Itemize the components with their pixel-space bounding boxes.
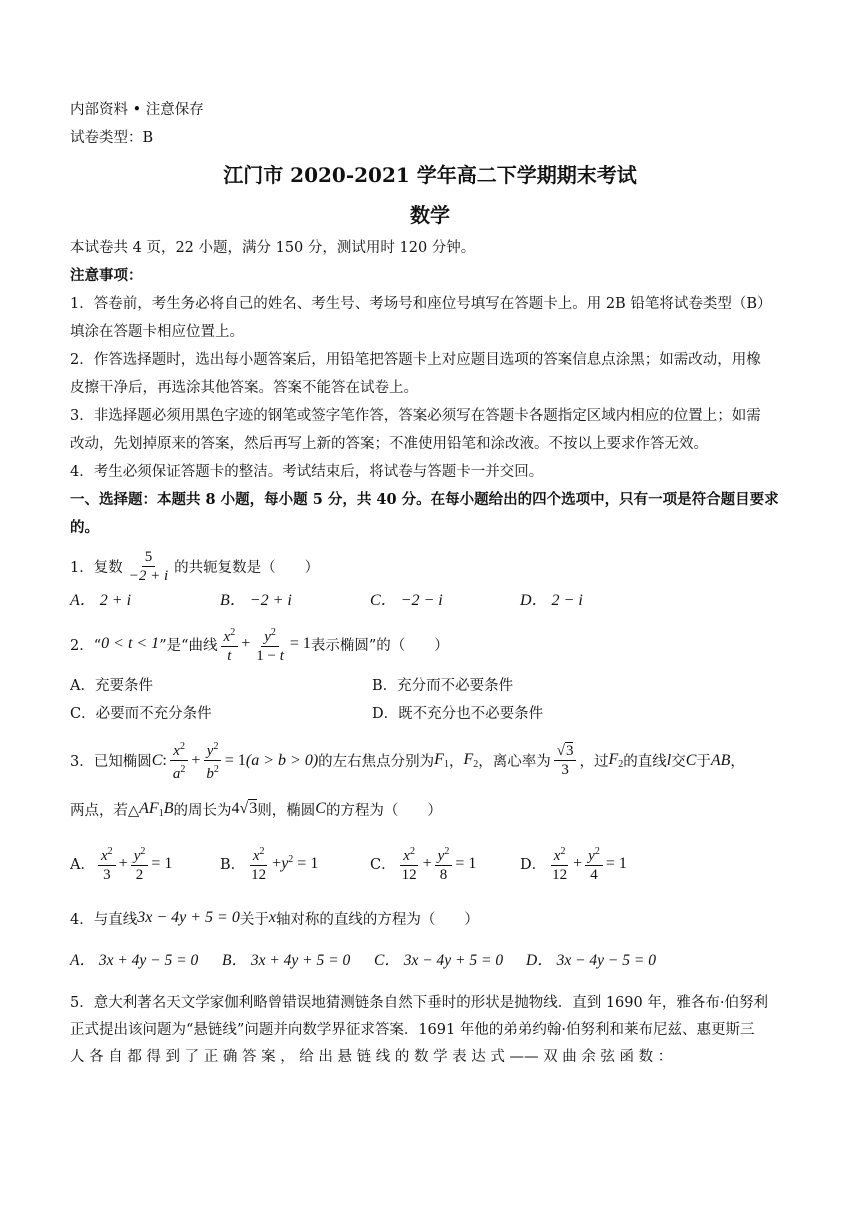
q3-text6: 于: [696, 754, 711, 770]
q3-option-letter: C．: [370, 857, 396, 873]
q3-line2d: 的方程为（ ）: [325, 802, 442, 819]
subject-title: 数学: [410, 203, 450, 227]
question-3: 3．已知椭圆 C : $\frac{x^2}{a^2}$ + $\frac{y^2}{b^2}$ = 1 (a > b > 0) 的左右焦点分别为 $F_1$ ， $F_2$ ，离心率为 $\frac{√3}{3}$ ，过 $F_2$ 的直线 l 交 C 于 AB ，: [70, 738, 790, 783]
q2-options-row1: [70, 674, 790, 698]
question-3-cont: 两点，若△ $AF_1B$ 的周长为 4√3 则，椭圆 C 的方程为（ ）: [70, 799, 442, 819]
q2-option-a[interactable]: A．充要条件: [70, 678, 153, 694]
q5-line: 正式提出该问题为“悬链线”问题并向数学界征求答案．1691 年他的弟弟约翰·伯努利和莱布尼兹、惠更斯三: [70, 1022, 755, 1038]
q3-text2: ，离心率为: [478, 754, 551, 770]
notice-item: 2．作答选择题时，选出每小题答案后，用铅笔把答题卡上对应题目选项的答案信息点涂黑；如需改动，用橡: [70, 352, 761, 368]
q3-text4: 的直线: [623, 754, 667, 770]
q3-line2a: 两点，若△: [70, 802, 140, 819]
q3-option-letter: A．: [70, 857, 95, 873]
q3-option-c[interactable]: C． $\frac{x^2}{12}$ + $\frac{y^2}{8}$ = 1: [370, 843, 520, 884]
q5-line: 5．意大利著名天文学家伽利略曾错误地猜测链条自然下垂时的形状是抛物线．直到 1690 年，雅各布·伯努利: [70, 995, 768, 1011]
section-heading-cont: 的。: [70, 519, 99, 536]
q3-option-d[interactable]: D． $\frac{x^2}{12}$ + $\frac{y^2}{4}$ = 1: [520, 843, 670, 884]
q3-focus-f2: $F_2$: [463, 751, 479, 770]
page-title: 江门市 2020-2021 学年高二下学期期末考试: [223, 163, 637, 187]
notice-heading: 注意事项：: [70, 267, 143, 284]
exam-page: [70, 98, 790, 1071]
q3-focus-f1: $F_1$: [434, 751, 449, 770]
q3-ellipse-name: C: [151, 751, 163, 769]
notice-item: 3．非选择题必须用黑色字迹的钢笔或签字笔作答，答案必须写在答题卡各题指定区域内相应的位置上；如需: [70, 408, 761, 424]
intro-text: 本试卷共 4 页，22 小题，满分 150 分，测试用时 120 分钟。: [70, 240, 476, 256]
q1-option-c[interactable]: C． −2 − i: [370, 592, 443, 609]
q2-frac-x: $\frac{x^2}{t}$: [221, 624, 239, 665]
q3-option-a[interactable]: A． $\frac{x^2}{3}$ + $\frac{y^2}{2}$ = 1: [70, 843, 220, 884]
question-1: [70, 544, 790, 588]
q4-equation: 3x − 4y + 5 = 0: [137, 909, 240, 926]
q2-option-b[interactable]: B．充分而不必要条件: [372, 678, 514, 694]
q5-line: 人 各 自 都 得 到 了 正 确 答 案 ， 给 出 悬 链 线 的 数 学 表 达 式 —— 双 曲 余 弦 函 数 ：: [70, 1049, 673, 1065]
q4-option-c[interactable]: C． 3x − 4y + 5 = 0: [374, 952, 504, 969]
q4-axis: x: [268, 909, 276, 926]
q3-condition: (a > b > 0): [245, 751, 319, 769]
q1-numerator: 5: [142, 548, 156, 567]
q2-suffix: 表示椭圆”的（ ）: [310, 637, 449, 654]
q1-denominator: −2 + i: [128, 567, 169, 584]
q2-mid: ”是“曲线: [159, 637, 218, 654]
q2-prefix: 2．“: [70, 637, 102, 654]
q3-option-letter: D．: [520, 857, 547, 873]
q4-option-b[interactable]: B． 3x + 4y + 5 = 0: [222, 952, 351, 969]
q2-plus: +: [241, 635, 251, 652]
notice-item: 填涂在答题卡相应位置上。: [70, 324, 244, 340]
q3-text3: ，过: [579, 754, 609, 770]
q2-option-d[interactable]: D．既不充分也不必要条件: [372, 706, 544, 722]
q4-option-a[interactable]: A． 3x + 4y − 5 = 0: [70, 952, 199, 969]
q4-options: [70, 948, 790, 974]
q3-options: [70, 843, 790, 884]
q4-suffix: 轴对称的直线的方程为（ ）: [275, 911, 479, 928]
q2-frac-y: $\frac{y^2}{1 - t}$: [253, 624, 287, 665]
question-4: [70, 896, 790, 940]
q3-option-letter: B．: [220, 857, 246, 873]
q1-option-a[interactable]: A． 2 + i: [70, 592, 132, 609]
notice-item: 皮擦干净后，再选涂其他答案。答案不能答在试卷上。: [70, 380, 418, 396]
q2-equals-one: = 1: [289, 635, 311, 652]
q3-text1: 的左右焦点分别为: [318, 754, 435, 770]
q3-text5: 交: [671, 754, 686, 770]
notice-item: 4．考生必须保证答题卡的整洁。考试结束后，将试卷与答题卡一并交回。: [70, 464, 544, 480]
q3-frac-x: $\frac{x^2}{a^2}$: [170, 738, 189, 783]
notice-item: 改动，先划掉原来的答案，然后再写上新的答案；不准使用铅笔和涂改液。不按以上要求作答无效。: [70, 436, 708, 452]
q4-prefix: 4．与直线: [70, 911, 138, 928]
q2-options-row2: [70, 702, 790, 726]
q2-option-c[interactable]: C．必要而不充分条件: [70, 706, 212, 722]
q1-prefix: 1．复数: [70, 559, 123, 576]
q1-fraction: [126, 548, 171, 585]
q4-mid: 关于: [239, 911, 269, 928]
q1-option-b[interactable]: B． −2 + i: [220, 592, 292, 609]
header-paper-type: 试卷类型：B: [70, 130, 154, 146]
q3-line2b: 的周长为: [173, 802, 232, 819]
section-heading: 一、选择题：本题共 8 小题，每小题 5 分，共 40 分。在每小题给出的四个选项中，只有一项是符合题目要求: [70, 491, 779, 508]
q1-options: [70, 588, 790, 614]
notice-item: 1．答卷前，考生务必将自己的姓名、考生号、考场号和座位号填写在答题卡上。用 2B 铅笔将试卷类型（B）: [70, 296, 772, 312]
q3-frac-y: $\frac{y^2}{b^2}$: [203, 738, 222, 783]
q1-suffix: 的共轭复数是（ ）: [174, 559, 320, 576]
q1-option-d[interactable]: D． 2 − i: [520, 592, 583, 609]
question-2: [70, 622, 790, 666]
q3-line2c: 则，椭圆: [257, 802, 316, 819]
q3-eccentricity: $\frac{√3}{3}$: [554, 742, 577, 779]
q2-condition: 0 < t < 1: [101, 635, 160, 652]
q3-prefix: 3．已知椭圆: [70, 754, 152, 770]
q4-option-d[interactable]: D． 3x − 4y − 5 = 0: [526, 952, 656, 969]
header-confidential: 内部资料 • 注意保存: [70, 102, 204, 118]
q3-option-b[interactable]: B． $\frac{x^2}{12}$ + $y^2$ = 1: [220, 843, 370, 884]
